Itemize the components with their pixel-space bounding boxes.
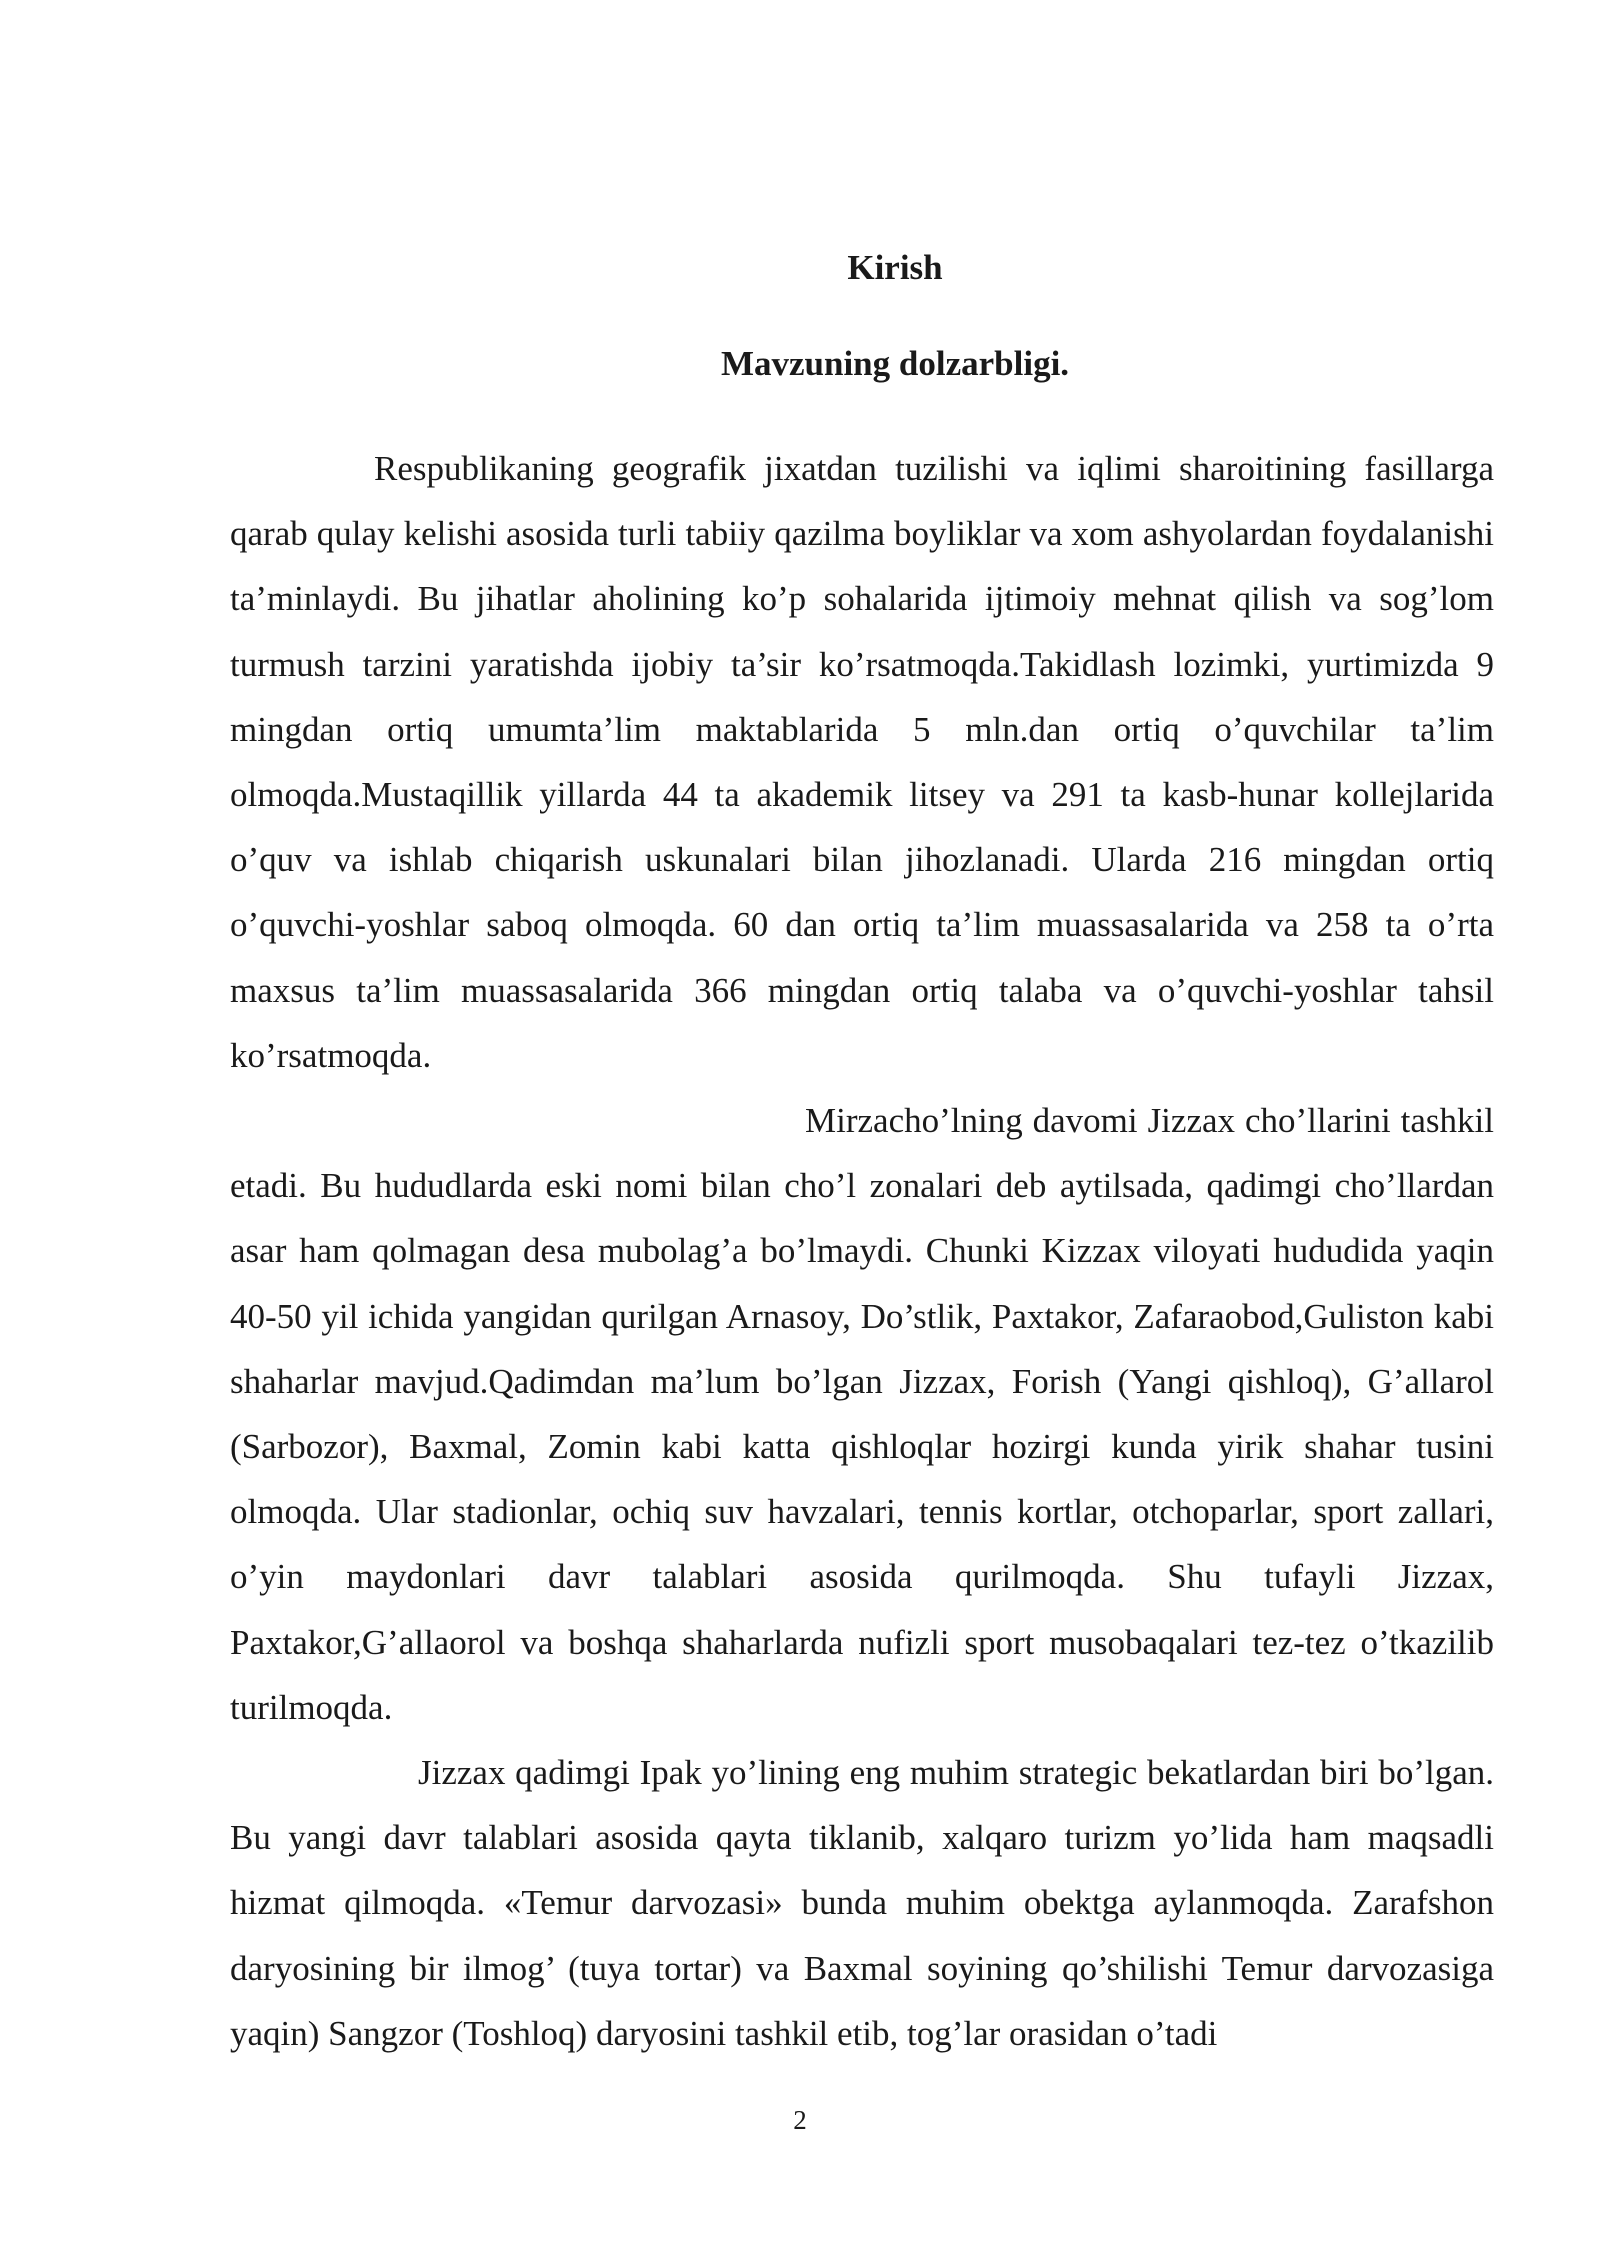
paragraph-1: Respublikaning geografik jixatdan tuzilishi va iqlimi sharoitining fasillarga qarab qulay kelishi asosida turli tabiiy qazilma boyliklar va xom ashyolardan foydalanishi ta’minlaydi. Bu jihatlar aholining ko’p sohalarida ijtimoiy mehnat qilish va sog’lom turmush tarzini yaratishda ijobiy ta’sir ko’rsatmoqda.Takidlash lozimki, yurtimizda 9 mingdan ortiq umumta’lim maktablarida 5 mln.dan ortiq o’quvchilar ta’lim olmoqda.Mustaqillik yillarda 44 ta akademik litsey va 291 ta kasb-hunar kollejlarida o’quv va ishlab chiqarish uskunalari bilan jihozlanadi. Ularda 216 mingdan ortiq o’quvchi-yoshlar saboq olmoqda. 60 dan ortiq ta’lim muassasalarida va 258 ta o’rta maxsus ta’lim muassasalarida 366 mingdan ortiq talaba va o’quvchi-yoshlar tahsil ko’rsatmoqda. xyxy=(230,449,1494,1075)
body-text xyxy=(230,436,1494,2066)
section-subtitle: Mavzuning dolzarbligi. xyxy=(720,344,1070,383)
page-title: Kirish xyxy=(847,248,943,287)
page-number: 2 xyxy=(793,2105,807,2135)
paragraph-3: Jizzax qadimgi Ipak yo’lining eng muhim strategic bekatlardan biri bo’lgan. Bu yangi davr talablari asosida qayta tiklanib, xalqaro turizm yo’lida ham maqsadli hizmat qilmoqda. «Temur darvozasi» bunda muhim obektga aylanmoqda. Zarafshon daryosining bir ilmog’ (tuya tortar) va Baxmal soyining qo’shilishi Temur darvozasiga yaqin) Sangzor (Toshloq) daryosini tashkil etib, tog’lar orasidan o’tadi xyxy=(230,1753,1494,2053)
paragraph-2: Mirzacho’lning davomi Jizzax cho’llarini tashkil etadi. Bu hududlarda eski nomi bilan cho’l zonalari deb aytilsada, qadimgi cho’llardan asar ham qolmagan desa mubolag’a bo’lmaydi. Chunki Kizzax viloyati hududida yaqin 40-50 yil ichida yangidan qurilgan Arnasoy, Do’stlik, Paxtakor, Zafaraobod,Guliston kabi shaharlar mavjud.Qadimdan ma’lum bo’lgan Jizzax, Forish (Yangi qishloq), G’allarol (Sarbozor), Baxmal, Zomin kabi katta qishloqlar hozirgi kunda yirik shahar tusini olmoqda. Ular stadionlar, ochiq suv havzalari, tennis kortlar, otchoparlar, sport zallari, o’yin maydonlari davr talablari asosida qurilmoqda. Shu tufayli Jizzax, Paxtakor,G’allaorol va boshqa shaharlarda nufizli sport musobaqalari tez-tez o’tkazilib turilmoqda. xyxy=(230,1101,1494,1727)
